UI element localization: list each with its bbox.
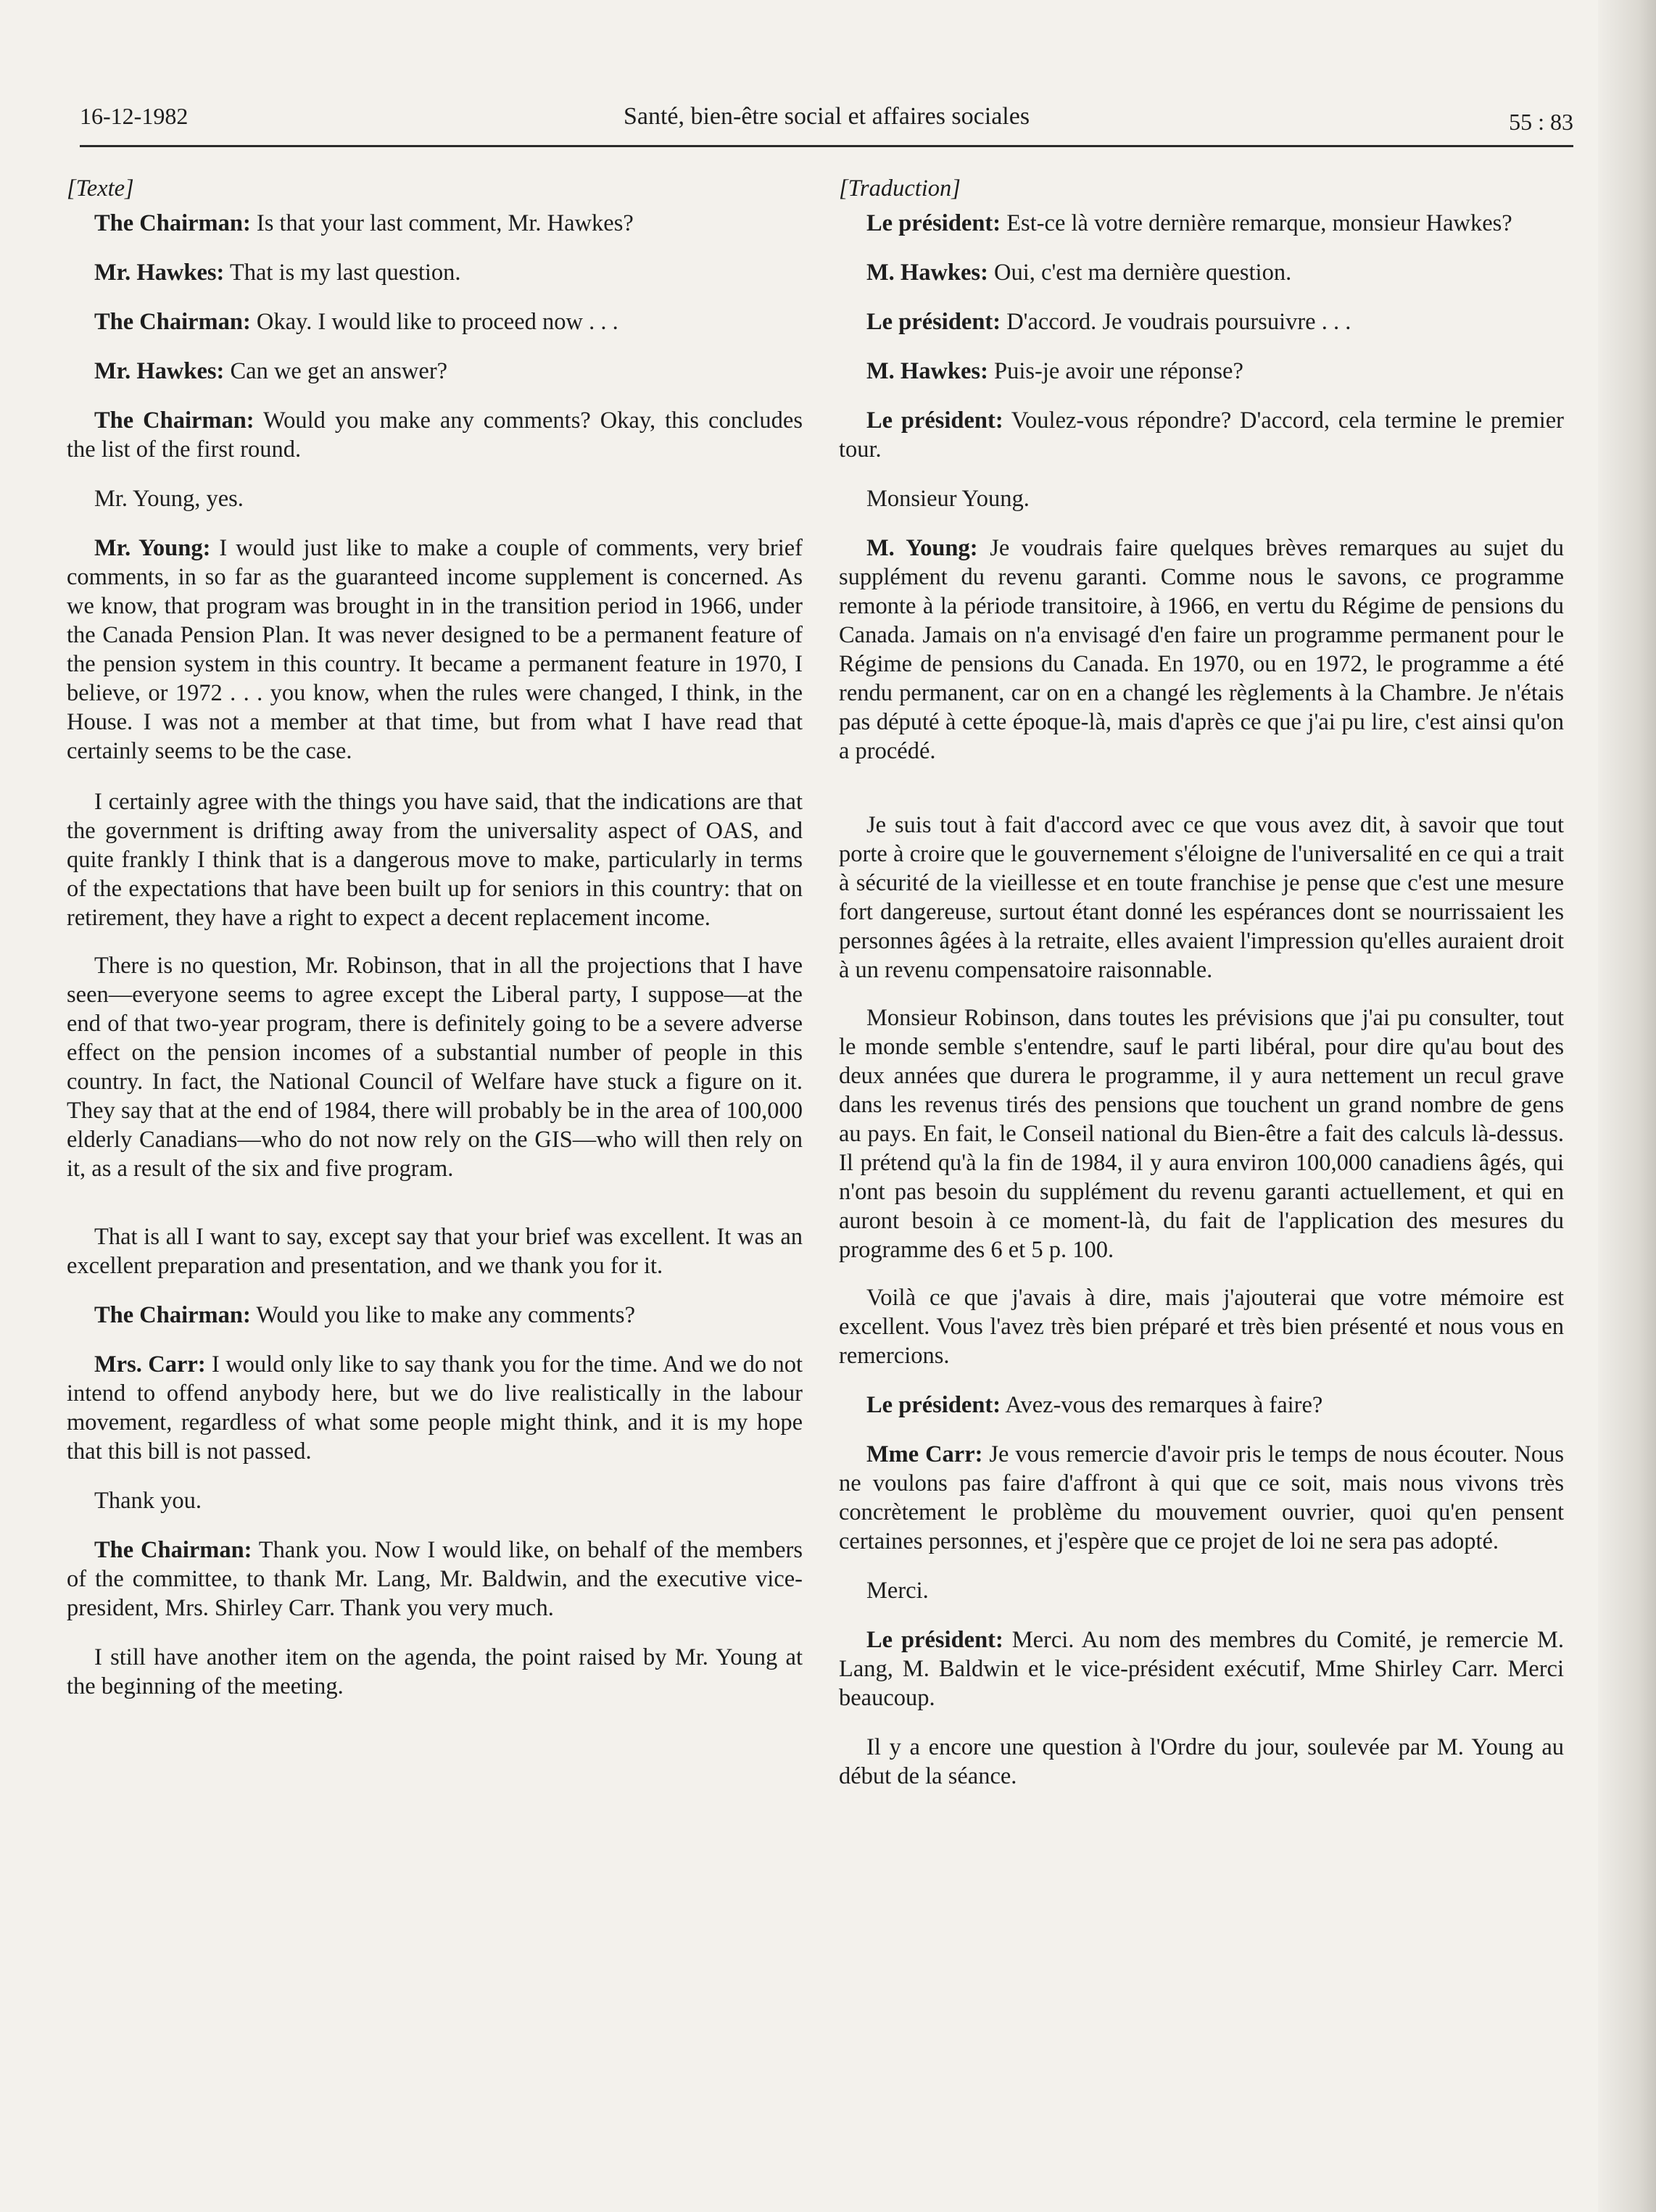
paragraph-text: I would just like to make a couple of comments, very brief comments, in so far as the guaranteed income supplement is concerned. As we know, that program was brought in in the transition period in 1966, under the Canada Pension Plan. It was never designed to be a permanent feature of the pension system in this country. It became a permanent feature in 1970, I believe, or 1972 . . . you know, when the rules were changed, I think, in the House. I was not a member at that time, but from what I have read that certainly seems to be the case. [67,535,803,764]
speaker-name: Le président: [866,1392,1001,1418]
paragraph-text: Puis-je avoir une réponse? [988,358,1243,384]
speaker-name: The Chairman: [94,210,251,236]
speaker-name: Le président: [866,407,1003,434]
paragraph-text: Avez-vous des remarques à faire? [1001,1392,1323,1418]
paragraph-text: Il y a encore une question à l'Ordre du jour, soulevée par M. Young au début de la séance. [839,1734,1564,1789]
paragraph-text: Voulez-vous répondre? D'accord, cela termine le premier tour. [839,407,1564,463]
paragraph-text: I still have another item on the agenda, the point raised by Mr. Young at the beginning of the meeting. [67,1644,803,1699]
paragraph [839,209,1564,238]
page-number: 55 : 83 [1509,109,1573,135]
paragraph-text: Would you make any comments? Okay, this concludes the list of the first round. [67,407,803,463]
paragraph-text: Is that your last comment, Mr. Hawkes? [250,210,634,236]
paragraph-text: Je voudrais faire quelques brèves remarques au sujet du supplément du revenu garanti. Comme nous le savons, ce programme remonte à la période transitoire, à 1966, en vertu du Régime de pensions du Canada. Jamais on n'a envisagé d'en faire un programme permanent pour le Régime de pensions du Canada. En 1970, ou en 1972, le programme a été rendu permanent, car on en a changé les règlements à la Chambre. Je n'étais pas député à cette époque-là, mais d'après ce que j'ai pu lire, c'est ainsi qu'on a procédé. [839,535,1565,764]
speaker-name: The Chairman: [94,407,254,434]
paragraph [67,307,803,336]
speaker-name: M. Hawkes: [866,358,988,384]
paragraph [67,1222,803,1280]
paragraph [67,1536,803,1623]
paragraph [839,1003,1564,1264]
paragraph-text: D'accord. Je voudrais poursuivre . . . [1001,309,1351,335]
paragraph [67,484,803,513]
paragraph-text: Est-ce là votre dernière remarque, monsieur Hawkes? [1001,210,1512,236]
paragraph-text: Je vous remercie d'avoir pris le temps de nous écouter. Nous ne voulons pas faire d'affront à qui que ce soit, mais nous vivons très concrètement le problème du mouvement ouvrier, quoi qu'en pensent certaines personnes, et j'espère que ce projet de loi ne sera pas adopté. [839,1441,1564,1554]
paragraph-text: Would you like to make any comments? [250,1302,636,1328]
running-header [80,100,1573,147]
paragraph-text: Mr. Young, yes. [94,486,244,512]
paragraph [839,258,1564,287]
paragraph [839,406,1564,464]
speaker-name: Mr. Hawkes: [94,260,225,286]
speaker-name: M. Young: [866,535,978,561]
speaker-name: M. Hawkes: [866,260,988,286]
paragraph [67,534,803,766]
paragraph-text: Thank you. Now I would like, on behalf of the members of the committee, to thank Mr. Lang, Mr. Baldwin, and the executive vice-president, Mrs. Shirley Carr. Thank you very much. [67,1537,803,1621]
paragraph [839,1576,1564,1605]
paragraph-text: Monsieur Young. [866,486,1030,512]
paragraph-text: That is my last question. [224,260,461,286]
paragraph [839,811,1564,985]
paragraph [839,484,1564,513]
paragraph [839,1440,1564,1556]
page-binding-shadow [1598,0,1656,2212]
speaker-name: The Chairman: [94,309,251,335]
column-tag: [Traduction] [839,175,961,202]
paragraph [67,1350,803,1466]
paragraph [839,1391,1564,1420]
paragraph-text: I certainly agree with the things you have said, that the indications are that the government is drifting away from the universality aspect of OAS, and quite frankly I think that is a dangerous move to make, particularly in terms of the expectations that have been built up for seniors in this country: that on retirement, they have a right to expect a decent replacement income. [67,789,803,931]
speaker-name: Le président: [866,210,1001,236]
header-title: Santé, bien-être social et affaires sociales [623,103,1030,130]
header-date: 16-12-1982 [80,103,189,129]
paragraph [67,258,803,287]
paragraph-text: Okay. I would like to proceed now . . . [250,309,618,335]
paragraph [67,357,803,386]
french-paragraphs [839,209,1564,1791]
english-text-column [67,174,803,1721]
paragraph [67,1486,803,1515]
paragraph-text: There is no question, Mr. Robinson, that in all the projections that I have seen—everyone seems to agree except the Liberal party, I suppose—at the end of that two-year program, there is definitely going to be a severe adverse effect on the pension incomes of a substantial number of people in this country. In fact, the National Council of Welfare have stuck a figure on it. They say that at the end of 1984, there will probably be in the area of 100,000 elderly Canadians—who do not now rely on the GIS—who will then rely on it, as a result of the six and five program. [67,953,803,1182]
paragraph-text: Thank you. [94,1488,202,1514]
paragraph-text: Can we get an answer? [224,358,448,384]
paragraph [67,1301,803,1330]
speaker-name: The Chairman: [94,1537,252,1563]
paragraph [839,1733,1564,1791]
speaker-name: Le président: [866,309,1001,335]
paragraph [839,307,1564,336]
paragraph [67,406,803,464]
paragraph-text: Merci. [866,1578,929,1604]
speaker-name: Mrs. Carr: [94,1351,206,1378]
paragraph-text: That is all I want to say, except say that your brief was excellent. It was an excellent preparation and presentation, and we thank you for it. [67,1224,803,1279]
paragraph [67,951,803,1183]
speaker-name: The Chairman: [94,1302,251,1328]
speaker-name: Mr. Young: [94,535,211,561]
paragraph-text: Oui, c'est ma dernière question. [988,260,1292,286]
paragraph [67,787,803,932]
paragraph-text: I would only like to say thank you for the time. And we do not intend to offend anybody here, but we do live realistically in the labour movement, regardless of what some people might think, and it is my hope that this bill is not passed. [67,1351,803,1465]
paragraph-text: Voilà ce que j'avais à dire, mais j'ajouterai que votre mémoire est excellent. Vous l'avez très bien préparé et très bien présenté et nous vous en remercions. [839,1285,1564,1369]
paragraph [67,1643,803,1701]
paragraph [839,1625,1564,1712]
speaker-name: Mme Carr: [866,1441,983,1467]
column-tag: [Texte] [67,175,134,202]
paragraph-text: Je suis tout à fait d'accord avec ce que vous avez dit, à savoir que tout porte à croire que le gouvernement s'éloigne de l'universalité en ce qui a trait à sécurité de la vieillesse et en toute franchise je pense que c'est une mesure fort dangereuse, surtout étant donné les espérances dont se nourrissaient les personnes âgées à la retraite, elles avaient l'impression qu'elles auraient droit à un revenu compensatoire raisonnable. [839,812,1564,983]
paragraph [839,357,1564,386]
speaker-name: Mr. Hawkes: [94,358,225,384]
paragraph-text: Monsieur Robinson, dans toutes les prévisions que j'ai pu consulter, tout le monde semble s'entendre, sauf le parti libéral, pour dire qu'au bout des deux années que durera le programme, il y aura nettement un recul grave dans les revenus tirés des pensions que touchent un grand nombre de gens au pays. En fait, le Conseil national du Bien-être a fait des calculs là-dessus. Il prétend qu'à la fin de 1984, il y aura environ 100,000 canadiens âgés, qui n'ont pas besoin du supplément du revenu garanti actuellement, et qui en auront besoin à ce moment-là, du fait de l'application des mesures du programme des 6 et 5 p. 100. [839,1005,1564,1263]
french-text-column [839,174,1564,1811]
paragraph [839,1283,1564,1370]
paragraph-text: Merci. Au nom des membres du Comité, je remercie M. Lang, M. Baldwin et le vice-président exécutif, Mme Shirley Carr. Merci beaucoup. [839,1627,1564,1711]
paragraph [67,209,803,238]
english-paragraphs [67,209,803,1701]
paragraph [839,534,1564,766]
speaker-name: Le président: [866,1627,1003,1653]
